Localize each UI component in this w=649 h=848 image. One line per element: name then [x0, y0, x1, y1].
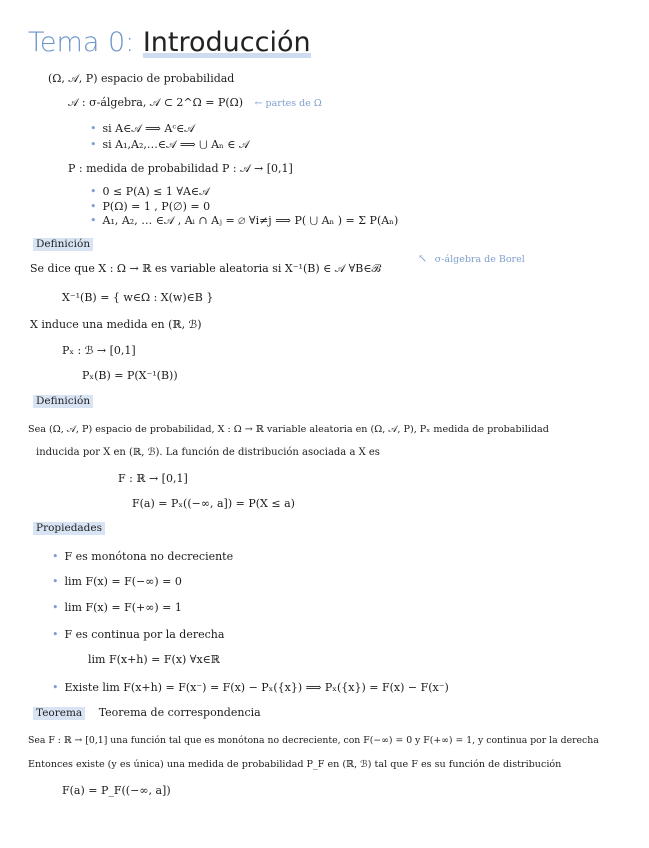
property-item: [52, 681, 449, 695]
bullet-icon: •: [90, 138, 97, 151]
title-main: Introducción: [142, 27, 311, 58]
sigma-item-text: si A₁,A₂,…∈𝒜 ⟹ ⋃ Aₙ ∈ 𝒜: [102, 138, 250, 151]
bullet-icon: •: [90, 122, 97, 135]
property-item: [52, 550, 233, 564]
property-item: [52, 575, 182, 589]
title-prefix: Tema 0:: [28, 27, 135, 58]
random-variable-definition: Se dice que X : Ω → ℝ es variable aleatoria si X⁻¹(B) ∈ 𝒜 ∀B∈ℬ: [30, 262, 381, 275]
bullet-icon: •: [52, 575, 59, 588]
induced-measure-line: X induce una medida en (ℝ, ℬ): [30, 318, 202, 331]
borel-note-text: σ-álgebra de Borel: [434, 254, 525, 265]
property-text: F es continua por la derecha: [64, 628, 225, 641]
theorem-line: [33, 706, 261, 720]
property-text: Existe lim F(x+h) = F(x⁻) = F(x) − Pₓ({x}) ⟹ Pₓ({x}) = F(x) − F(x⁻): [64, 681, 449, 694]
distribution-function-formula: F(a) = Pₓ((−∞, a]) = P(X ≤ a): [132, 497, 295, 510]
theorem-heading: Teorema: [33, 707, 85, 720]
sigma-item-text: si A∈𝒜 ⟹ Aᶜ∈𝒜: [102, 122, 195, 135]
sigma-algebra-line: [68, 96, 322, 111]
theorem-statement-line-2: Entonces existe (y es única) una medida de probabilidad P_F en (ℝ, ℬ) tal que F es su función de distribución: [28, 759, 562, 770]
probability-measure-line: P : medida de probabilidad P : 𝒜 → [0,1]: [68, 162, 293, 175]
bullet-icon: •: [90, 214, 97, 227]
distribution-definition-line-2: inducida por X en (ℝ, ℬ). La función de distribución asociada a X es: [36, 447, 380, 458]
distribution-function-map: F : ℝ → [0,1]: [118, 472, 188, 485]
induced-measure-map: Pₓ : ℬ → [0,1]: [62, 344, 136, 357]
page-title: [28, 26, 311, 60]
right-continuity-formula: lim F(x+h) = F(x) ∀x∈ℝ: [88, 653, 220, 666]
bullet-icon: •: [90, 200, 97, 213]
measure-item-text: A₁, A₂, … ∈𝒜 , Aᵢ ∩ Aⱼ = ∅ ∀i≠j ⟹ P( ⋃ Aₙ ) = Σ P(Aₙ): [102, 214, 399, 227]
measure-item: [90, 185, 209, 199]
property-item: [52, 628, 224, 642]
measure-item-text: 0 ≤ P(A) ≤ 1 ∀A∈𝒜: [102, 185, 210, 198]
induced-measure-formula: Pₓ(B) = P(X⁻¹(B)): [82, 369, 178, 382]
bullet-icon: •: [52, 628, 59, 641]
property-text: lim F(x) = F(+∞) = 1: [64, 601, 182, 614]
measure-item: [90, 214, 398, 228]
bullet-icon: •: [52, 550, 59, 563]
theorem-statement-line-1: Sea F : ℝ → [0,1] una función tal que es monótona no decreciente, con F(−∞) = 0 y F(+∞) = 1, y continua por la derecha: [28, 735, 599, 746]
sigma-item: [90, 122, 195, 136]
preimage-definition: X⁻¹(B) = { w∈Ω : X(w)∈B }: [62, 291, 214, 304]
borel-note: [418, 252, 525, 267]
definition-heading: Definición: [33, 395, 93, 408]
theorem-name: Teorema de correspondencia: [98, 706, 261, 719]
theorem-formula: F(a) = P_F((−∞, a]): [62, 784, 171, 797]
property-text: F es monótona no decreciente: [64, 550, 234, 563]
sigma-item: [90, 138, 249, 152]
distribution-definition-line-1: Sea (Ω, 𝒜, P) espacio de probabilidad, X : Ω → ℝ variable aleatoria en (Ω, 𝒜, P), Pₓ medida de probabilidad: [28, 424, 549, 435]
property-text: lim F(x) = F(−∞) = 0: [64, 575, 182, 588]
properties-heading: Propiedades: [33, 522, 105, 535]
bullet-icon: •: [52, 681, 59, 694]
measure-item: [90, 200, 210, 214]
bullet-icon: •: [52, 601, 59, 614]
measure-item-text: P(Ω) = 1 , P(∅) = 0: [102, 200, 211, 213]
arrow-left-icon: ↖: [418, 252, 428, 265]
sigma-algebra-text: 𝒜 : σ-álgebra, 𝒜 ⊂ 2^Ω = P(Ω): [68, 96, 244, 109]
property-item: [52, 601, 182, 615]
definition-heading: Definición: [33, 238, 93, 251]
probability-space-line: (Ω, 𝒜, P) espacio de probabilidad: [48, 72, 235, 85]
sigma-algebra-note: ← partes de Ω: [254, 98, 322, 109]
bullet-icon: •: [90, 185, 97, 198]
